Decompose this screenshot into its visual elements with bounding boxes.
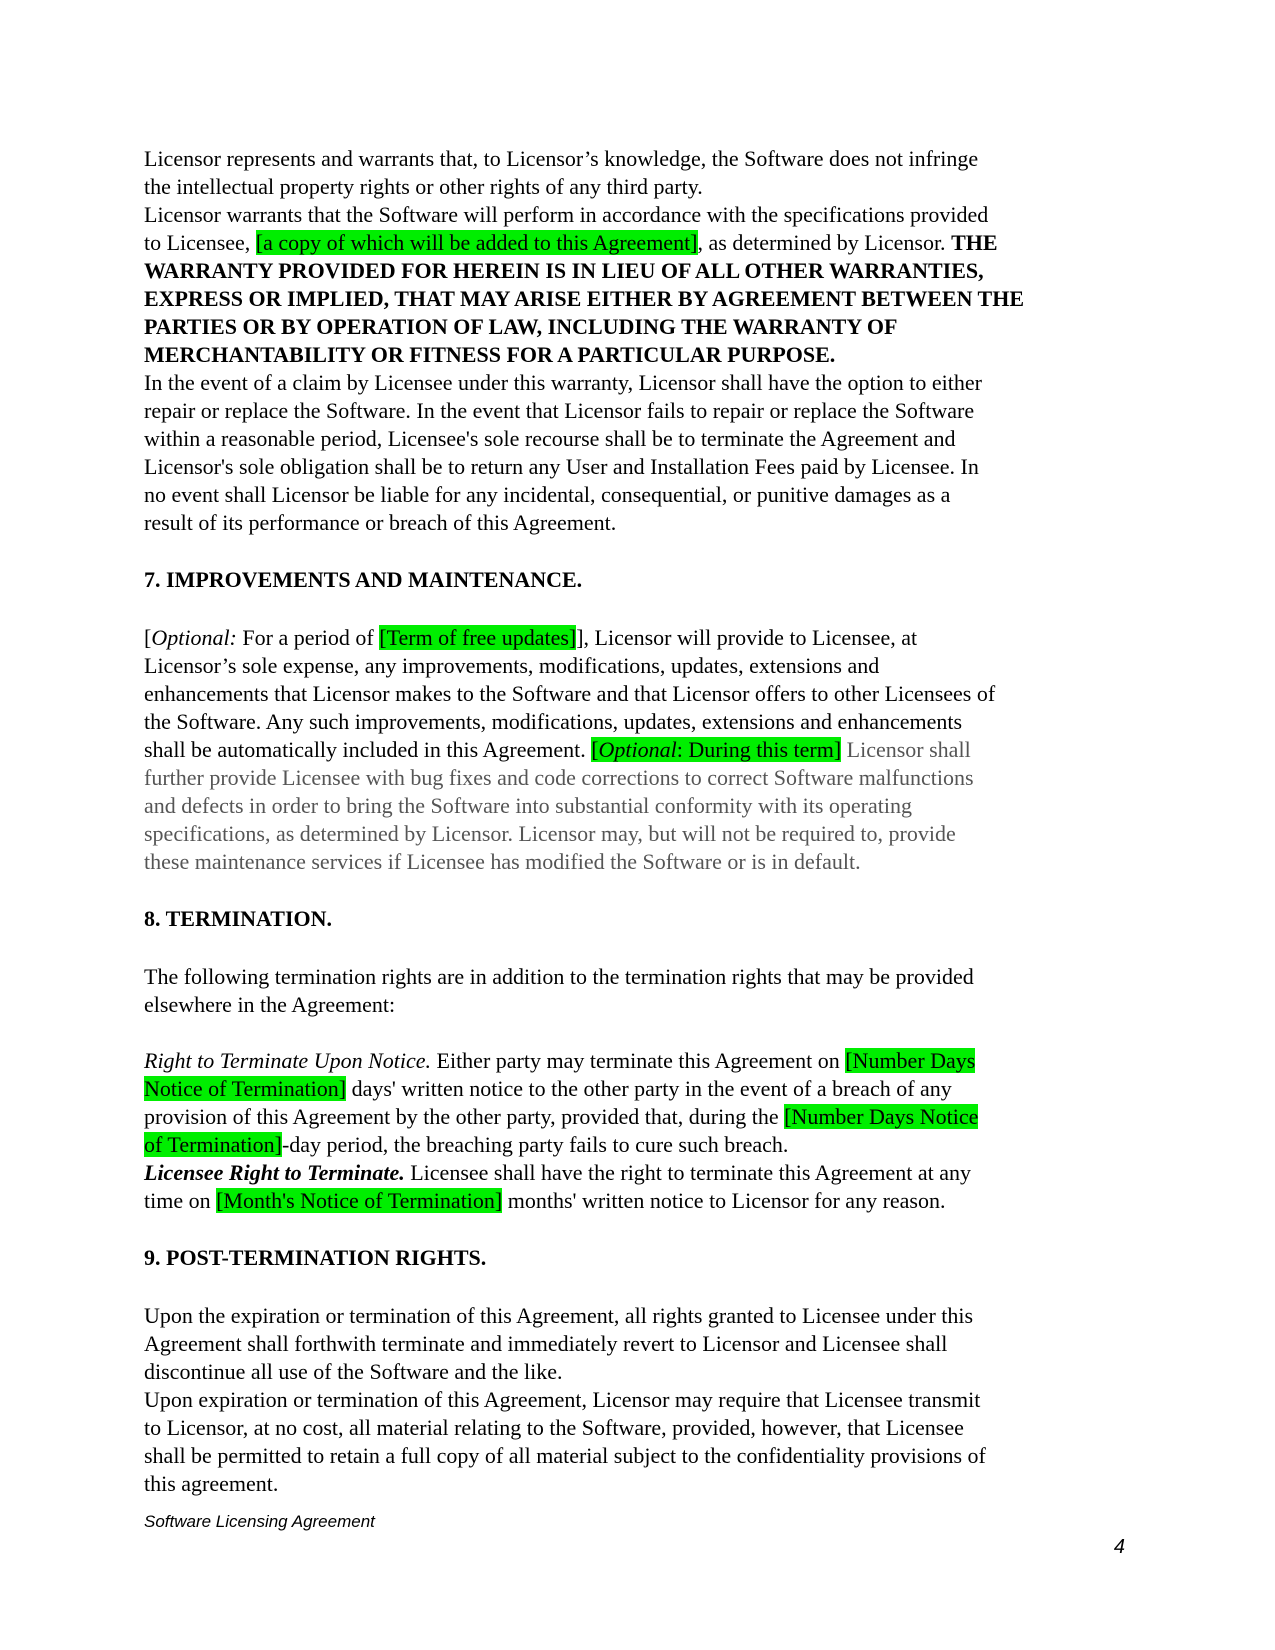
text-segment: discontinue all use of the Software and the like. <box>144 1359 563 1384</box>
text-segment: shall be automatically included in this Agreement. <box>144 737 592 762</box>
text-line <box>144 1442 1125 1470</box>
text-segment: Optional: <box>151 625 237 650</box>
text-segment: Licensee Right to Terminate. <box>144 1160 405 1185</box>
text-line <box>144 905 1125 933</box>
text-segment: Licensor's sole obligation shall be to return any User and Installation Fees paid by Licensee. In <box>144 454 979 479</box>
text-segment: the Software. Any such improvements, modifications, updates, extensions and enhancements <box>144 709 963 734</box>
text-segment: days' written notice to the other party in the event of a breach of any <box>346 1076 952 1101</box>
text-line <box>144 1358 1125 1386</box>
text-line <box>144 453 1125 481</box>
text-line <box>144 680 1125 708</box>
text-segment: 8. TERMINATION. <box>144 906 333 931</box>
text-line <box>144 201 1125 229</box>
text-line <box>144 792 1125 820</box>
text-line <box>144 1075 1125 1103</box>
text-line <box>144 369 1125 397</box>
text-segment: Upon the expiration or termination of this Agreement, all rights granted to Licensee under this <box>144 1303 974 1328</box>
text-segment: provision of this Agreement by the other party, provided that, during the <box>144 1104 785 1129</box>
text-line <box>144 652 1125 680</box>
placeholder-highlight: [a copy of which will be added to this Agreement] <box>255 230 698 255</box>
paragraph <box>144 1047 1125 1215</box>
placeholder-highlight: : During this term] <box>676 737 842 762</box>
text-segment: specifications, as determined by Licensor. Licensor may, but will not be required to, provide <box>144 821 956 846</box>
text-line <box>144 1159 1125 1187</box>
text-segment: PARTIES OR BY OPERATION OF LAW, INCLUDING THE WARRANTY OF <box>144 314 898 339</box>
document-body <box>144 145 1125 1498</box>
text-segment: MERCHANTABILITY OR FITNESS FOR A PARTICULAR PURPOSE. <box>144 342 836 367</box>
text-line <box>144 173 1125 201</box>
text-segment: Licensor represents and warrants that, to Licensor’s knowledge, the Software does not infringe <box>144 146 979 171</box>
text-segment: further provide Licensee with bug fixes and code corrections to correct Software malfunctions <box>144 765 974 790</box>
text-line <box>144 1330 1125 1358</box>
text-segment: -day period, the breaching party fails to cure such breach. <box>281 1132 789 1157</box>
text-segment: Licensor warrants that the Software will perform in accordance with the specifications provided <box>144 202 989 227</box>
text-segment: Either party may terminate this Agreement on <box>431 1048 846 1073</box>
text-segment: the intellectual property rights or other rights of any third party. <box>144 174 703 199</box>
text-segment: EXPRESS OR IMPLIED, THAT MAY ARISE EITHER BY AGREEMENT BETWEEN THE <box>144 286 1025 311</box>
text-segment: For a period of <box>236 625 380 650</box>
text-line <box>144 229 1125 257</box>
text-line <box>144 1386 1125 1414</box>
blank-line <box>144 1019 1125 1047</box>
text-line <box>144 991 1125 1019</box>
paragraph <box>144 624 1125 876</box>
text-segment: Right to Terminate Upon Notice. <box>144 1048 432 1073</box>
text-segment: shall be permitted to retain a full copy of all material subject to the confidentiality provisions of <box>144 1443 986 1468</box>
text-line <box>144 1414 1125 1442</box>
text-segment: , as determined by Licensor. <box>697 230 952 255</box>
section-heading <box>144 1244 1125 1272</box>
text-line <box>144 509 1125 537</box>
text-line <box>144 624 1125 652</box>
text-line <box>144 257 1125 285</box>
text-segment: Licensor’s sole expense, any improvements, modifications, updates, extensions and <box>144 653 880 678</box>
text-segment: and defects in order to bring the Software into substantial conformity with its operating <box>144 793 912 818</box>
text-segment: repair or replace the Software. In the event that Licensor fails to repair or replace the Software <box>144 398 975 423</box>
text-line <box>144 963 1125 991</box>
text-segment: this agreement. <box>144 1471 279 1496</box>
text-segment: to Licensor, at no cost, all material relating to the Software, provided, however, that Licensee <box>144 1415 964 1440</box>
paragraph <box>144 145 1125 537</box>
section-heading <box>144 905 1125 933</box>
text-line <box>144 145 1125 173</box>
page-number: 4 <box>1113 1536 1125 1558</box>
text-segment: Agreement shall forthwith terminate and immediately revert to Licensor and Licensee shall <box>144 1331 948 1356</box>
footer-document-title: Software Licensing Agreement <box>144 1512 375 1531</box>
text-segment: The following termination rights are in addition to the termination rights that may be provided <box>144 964 974 989</box>
text-segment: ], Licensor will provide to Licensee, at <box>576 625 918 650</box>
text-line <box>144 285 1125 313</box>
paragraph <box>144 963 1125 1019</box>
text-segment: [ <box>144 625 152 650</box>
text-line <box>144 425 1125 453</box>
text-line <box>144 708 1125 736</box>
placeholder-highlight: [ <box>591 737 599 762</box>
text-line <box>144 1103 1125 1131</box>
text-line <box>144 566 1125 594</box>
text-line <box>144 313 1125 341</box>
text-segment: months' written notice to Licensor for any reason. <box>502 1188 946 1213</box>
text-segment: elsewhere in the Agreement: <box>144 992 396 1017</box>
placeholder-highlight: [Number Days Notice <box>784 1104 979 1129</box>
text-line <box>144 1047 1125 1075</box>
placeholder-highlight: [Term of free updates] <box>379 625 577 650</box>
text-line <box>144 1302 1125 1330</box>
text-segment: result of its performance or breach of this Agreement. <box>144 510 617 535</box>
placeholder-highlight: [Number Days <box>845 1048 976 1073</box>
text-line <box>144 341 1125 369</box>
text-segment: these maintenance services if Licensee has modified the Software or is in default. <box>144 849 861 874</box>
text-segment: to Licensee, <box>144 230 256 255</box>
text-segment: 9. POST-TERMINATION RIGHTS. <box>144 1245 487 1270</box>
text-line <box>144 764 1125 792</box>
text-segment: Licensor shall <box>841 737 971 762</box>
text-line <box>144 481 1125 509</box>
paragraph <box>144 1302 1125 1498</box>
text-segment: enhancements that Licensor makes to the Software and that Licensor offers to other Licensees of <box>144 681 996 706</box>
text-line <box>144 820 1125 848</box>
text-segment: time on <box>144 1188 217 1213</box>
placeholder-highlight: Notice of Termination] <box>144 1076 347 1101</box>
text-line <box>144 1470 1125 1498</box>
text-line <box>144 736 1125 764</box>
text-segment: 7. IMPROVEMENTS AND MAINTENANCE. <box>144 567 583 592</box>
text-segment: Upon expiration or termination of this Agreement, Licensor may require that Licensee transmit <box>144 1387 981 1412</box>
placeholder-highlight: [Month's Notice of Termination] <box>216 1188 503 1213</box>
section-heading <box>144 566 1125 594</box>
text-line <box>144 1244 1125 1272</box>
text-segment: within a reasonable period, Licensee's sole recourse shall be to terminate the Agreement and <box>144 426 956 451</box>
text-line <box>144 1187 1125 1215</box>
text-line <box>144 1131 1125 1159</box>
text-line <box>144 397 1125 425</box>
text-segment: Licensee shall have the right to terminate this Agreement at any <box>404 1160 972 1185</box>
text-line <box>144 848 1125 876</box>
placeholder-highlight: Optional <box>598 737 677 762</box>
placeholder-highlight: of Termination] <box>144 1132 282 1157</box>
text-segment: no event shall Licensor be liable for any incidental, consequential, or punitive damages as a <box>144 482 951 507</box>
text-segment: THE <box>951 230 998 255</box>
text-segment: In the event of a claim by Licensee under this warranty, Licensor shall have the option to either <box>144 370 982 395</box>
text-segment: WARRANTY PROVIDED FOR HEREIN IS IN LIEU OF ALL OTHER WARRANTIES, <box>144 258 984 283</box>
